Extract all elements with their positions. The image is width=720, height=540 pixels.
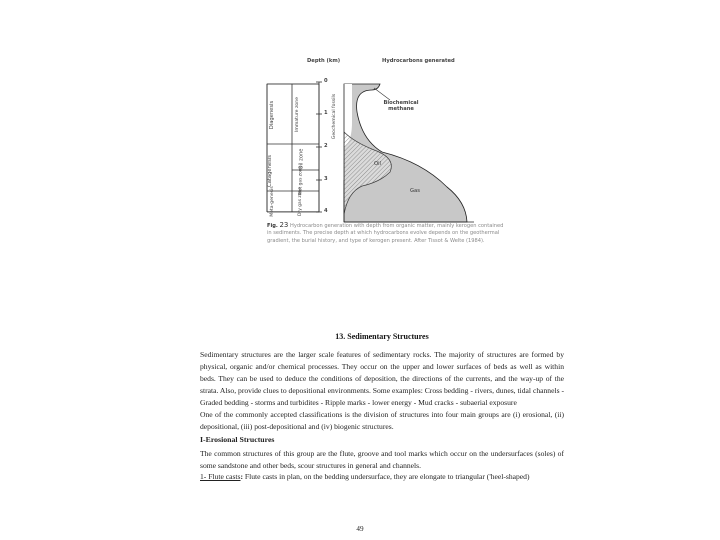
flute-casts-item: [200, 472, 564, 481]
depth-tick-label-2: 2: [324, 143, 328, 149]
gas-label: Gas: [410, 188, 420, 194]
page-number: 49: [356, 525, 364, 533]
caption-number: 23: [279, 221, 289, 229]
zone-immature: Immature zone: [294, 97, 300, 132]
zone-dry-gas: Dry gas zone: [297, 187, 303, 216]
depth-axis-label: Depth (km): [307, 58, 341, 64]
flute-casts-text: Flute casts in plan, on the bedding undersurface, they are elongate to triangular ('heel-shaped): [243, 472, 530, 481]
subheading-erosional: I-Erosional Structures: [200, 435, 275, 444]
erosional-heading-block: [200, 435, 564, 444]
flute-casts-colon: :: [240, 472, 244, 481]
depth-tick-label-1: 1: [324, 110, 328, 116]
figure-caption: [267, 222, 507, 245]
erosional-body: [200, 448, 564, 472]
biochemical-pointer: [374, 88, 390, 100]
paragraph-intro: Sedimentary structures are the larger scale features of sedimentary rocks. The majority of structures are formed by physical, organic and/or chemical processes. They occur on the upper and lower surfaces of beds as well as within beds. They can be used to deduce the conditions of deposition, the directions of the currents, and the way-up of the strata. Also, provide clues to depositional environments. Some examples: Cross bedding - rivers, dunes, tidal channels - Graded bedding - storms and turbidites - Ripple marks - lower energy - Mud cracks - subaerial exposure: [200, 350, 564, 407]
depth-tick-label-4: 4: [324, 208, 328, 214]
stage-catagenesis: Catagenesis: [266, 155, 273, 187]
oil-label: Oil: [374, 161, 381, 167]
classification-block: [200, 409, 564, 433]
hydrocarbons-label: Hydrocarbons generated: [382, 58, 455, 64]
stage-diagenesis: Diagenesis: [269, 100, 276, 130]
depth-tick-label-3: 3: [324, 176, 328, 182]
geochemical-fossils-label: Geochemical fossils: [332, 93, 338, 140]
caption-prefix: Fig.: [267, 223, 278, 229]
paragraph-classification: One of the commonly accepted classifications is the division of structures into four main groups are (i) erosional, (ii) depositional, (iii) post-depositional and (iv) biogenic structures.: [200, 410, 564, 431]
hydrocarbon-generation-figure: [262, 58, 512, 222]
zone-wet-gas: Wet gas zone: [298, 165, 304, 196]
depth-axis: [316, 82, 322, 212]
caption-text: Hydrocarbon generation with depth from organic matter, mainly kerogen contained in sediments. The precise depth at which hydrocarbons evolve depends on the geothermal gradient, the burial history, and type of kerogen present. After Tissot & Welte (1984).: [267, 223, 504, 244]
flute-casts-label: 1- Flute casts: [200, 472, 241, 481]
section-title: 13. Sedimentary Structures: [335, 332, 429, 341]
zone-oil: Oil zone: [298, 148, 305, 170]
section-body: [200, 349, 564, 409]
biochemical-methane-label: Biochemical methane: [383, 100, 419, 112]
depth-tick-label-0: 0: [324, 78, 328, 84]
paragraph-erosional: The common structures of this group are the flute, groove and tool marks which occur on the undersurfaces (soles) of some sandstone and other beds, scour structures in general and channels.: [200, 449, 564, 470]
stage-metagenesis: Meta-genesis: [269, 186, 275, 217]
